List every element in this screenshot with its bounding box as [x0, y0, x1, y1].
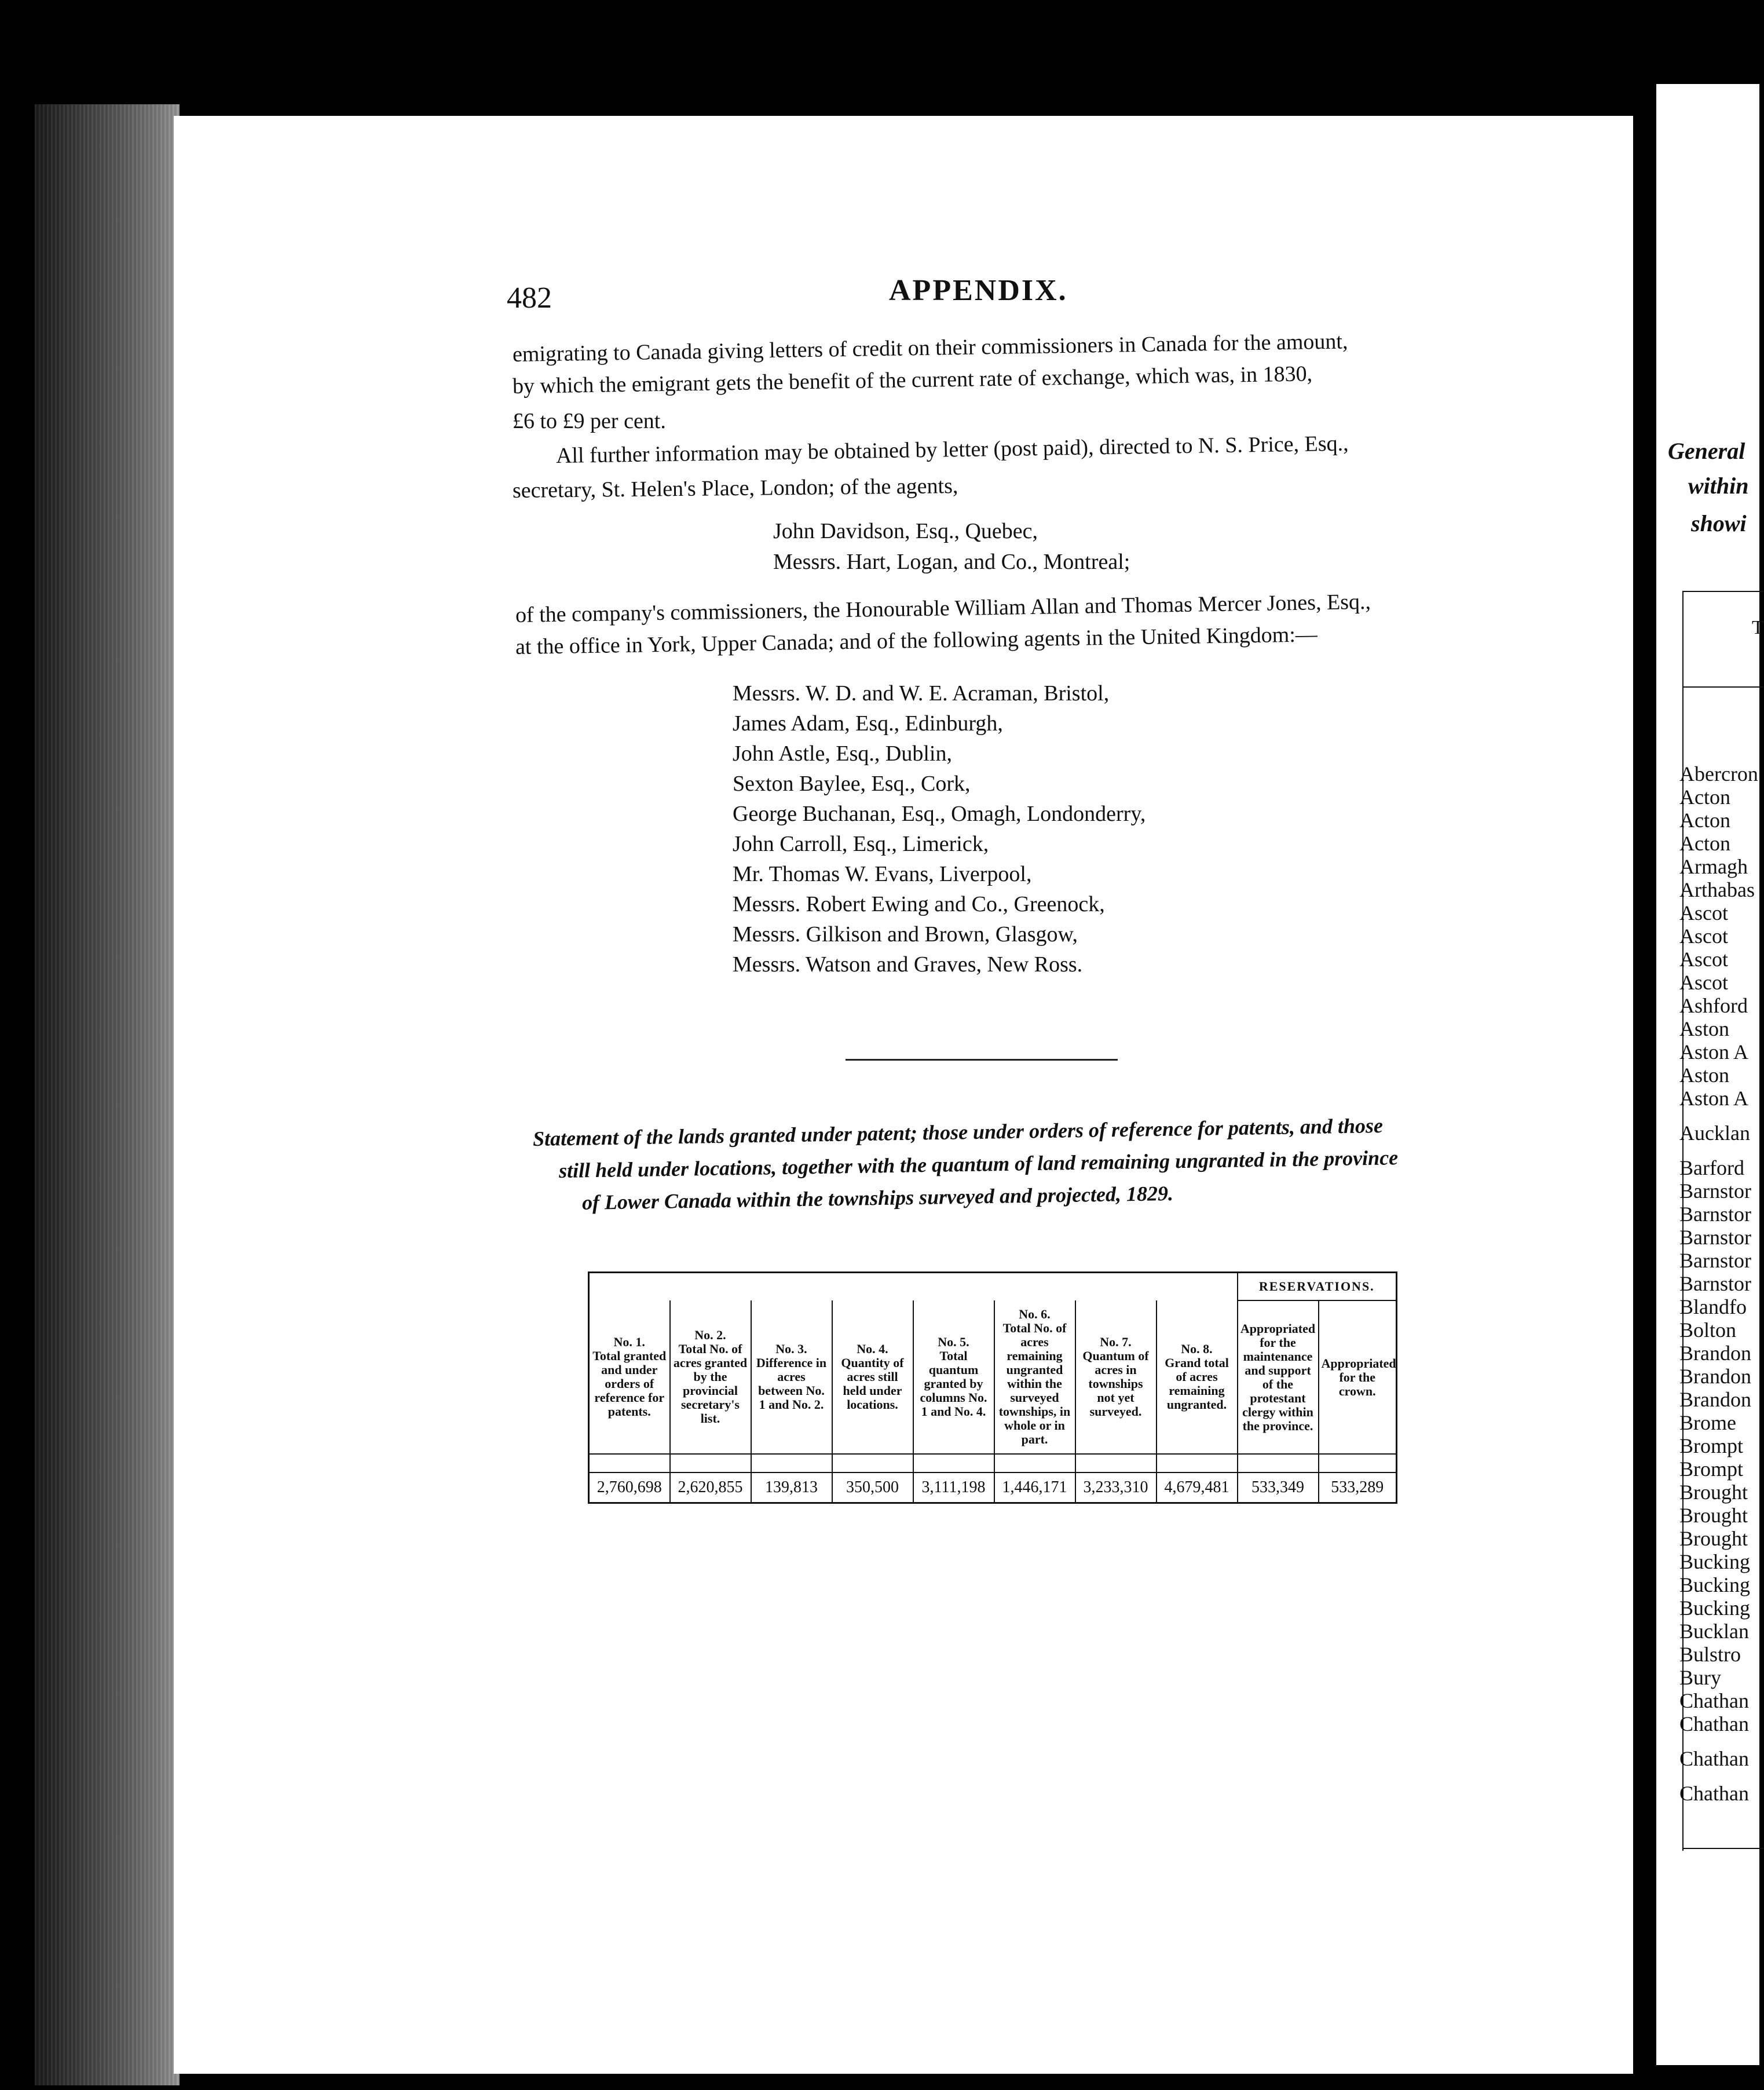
township-item: Blandfo [1679, 1295, 1747, 1318]
column-desc: Total granted and under orders of reference for patents. [592, 1349, 667, 1419]
column-desc: Total quantum granted by columns No. 1 and No. 4. [920, 1349, 987, 1419]
township-item: Chathan [1679, 1712, 1749, 1735]
column-number: No. 1. [613, 1335, 645, 1349]
body-line: £6 to £9 per cent. [513, 409, 666, 433]
township-item: Brought [1679, 1481, 1748, 1504]
column-number: No. 6. [1019, 1307, 1051, 1321]
column-desc: Grand total of acres remaining ungranted. [1165, 1355, 1229, 1412]
table-spacer [1319, 1454, 1397, 1472]
reservations-header: RESERVATIONS. [1238, 1273, 1397, 1301]
agent-uk: John Carroll, Esq., Limerick, [733, 832, 989, 856]
column-desc: Appropriated for the maintenance and support of the protestant clergy within the province. [1240, 1321, 1316, 1433]
township-item: Bucking [1679, 1596, 1750, 1620]
table-spacer [1157, 1454, 1238, 1472]
township-item: Barnstor [1679, 1203, 1751, 1226]
township-item: Brandon [1679, 1388, 1751, 1411]
township-item: Acton [1679, 809, 1730, 832]
column-number: No. 8. [1181, 1342, 1213, 1356]
column-header-1 [589, 1300, 670, 1454]
table-spacer [589, 1454, 670, 1472]
body-line: emigrating to Canada giving letters of credit on their commissioners in Canada for the amount, [512, 329, 1348, 367]
township-item: Acton [1679, 832, 1730, 855]
township-item: Bucking [1679, 1573, 1750, 1596]
column-number: No. 5. [938, 1335, 969, 1349]
township-item: Bulstro [1679, 1643, 1741, 1666]
township-item: Ascot [1679, 948, 1728, 971]
table-cell: 533,289 [1319, 1472, 1397, 1503]
township-item: Aston A [1679, 1040, 1749, 1064]
agent-uk: Messrs. Gilkison and Brown, Glasgow, [733, 922, 1078, 947]
left-page [174, 116, 1633, 2074]
township-item: Ascot [1679, 925, 1728, 948]
rule [1682, 686, 1763, 688]
township-item: Ascot [1679, 901, 1728, 925]
township-item: Bury [1679, 1666, 1721, 1689]
column-number: No. 2. [694, 1328, 726, 1342]
body-line: secretary, St. Helen's Place, London; of the agents, [512, 473, 958, 503]
agent-uk: Sexton Baylee, Esq., Cork, [733, 772, 971, 796]
township-item: Brought [1679, 1504, 1748, 1527]
agent-uk: Messrs. Robert Ewing and Co., Greenock, [733, 892, 1105, 916]
statement-table [588, 1271, 1397, 1504]
right-page-heading: showi [1691, 510, 1747, 536]
rule [1682, 1848, 1763, 1849]
column-desc: Quantity of acres still held under locations. [841, 1355, 904, 1412]
column-desc: Difference in acres between No. 1 and No. 2. [756, 1355, 827, 1412]
book-edge [35, 104, 180, 2085]
township-item: Aucklan [1679, 1121, 1750, 1145]
township-item: Barnstor [1679, 1272, 1751, 1295]
agent-uk: James Adam, Esq., Edinburgh, [733, 711, 1003, 736]
agent-canada: Messrs. Hart, Logan, and Co., Montreal; [773, 550, 1130, 574]
table-cell: 4,679,481 [1157, 1472, 1238, 1503]
township-item: Bucklan [1679, 1620, 1749, 1643]
table-spacer [751, 1454, 832, 1472]
table-cell: 3,111,198 [913, 1472, 994, 1503]
township-item: Brandon [1679, 1342, 1751, 1365]
column-desc: Appropriated for the crown. [1321, 1355, 1396, 1398]
running-head: APPENDIX. [889, 274, 1068, 307]
table-spacer [670, 1454, 751, 1472]
township-item: Brandon [1679, 1365, 1751, 1388]
table-cell: 350,500 [832, 1472, 913, 1503]
township-item: Bolton [1679, 1318, 1737, 1342]
column-number: No. 4. [857, 1342, 888, 1356]
agent-uk: Messrs. W. D. and W. E. Acraman, Bristol, [733, 681, 1110, 706]
table-cell: 1,446,171 [994, 1472, 1075, 1503]
agent-uk: John Astle, Esq., Dublin, [733, 741, 952, 766]
column-desc: Quantum of acres in townships not yet surveyed. [1082, 1349, 1149, 1419]
table-spacer [1075, 1454, 1157, 1472]
column-header-3 [751, 1300, 832, 1454]
township-item: Brome [1679, 1411, 1736, 1434]
agent-uk: Mr. Thomas W. Evans, Liverpool, [733, 862, 1032, 886]
column-desc: Total No. of acres remaining ungranted within the surveyed townships, in whole or in part. [998, 1321, 1071, 1446]
township-item: Acton [1679, 785, 1730, 809]
column-header-7 [1075, 1300, 1157, 1454]
table-spacer [913, 1454, 994, 1472]
column-header-2 [670, 1300, 751, 1454]
township-item: Barnstor [1679, 1226, 1751, 1249]
right-page-heading: within [1688, 473, 1749, 499]
right-page-heading: General [1668, 438, 1745, 464]
agent-uk: Messrs. Watson and Graves, New Ross. [733, 952, 1083, 977]
body-line: All further information may be obtained by letter (post paid), directed to N. S. Price, Esq., [555, 431, 1349, 468]
agent-uk: George Buchanan, Esq., Omagh, Londonderry, [733, 802, 1146, 826]
right-column-head: T [1752, 617, 1764, 638]
column-desc: Total No. of acres granted by the provincial secretary's list. [673, 1342, 748, 1426]
body-line: at the office in York, Upper Canada; and of the following agents in the United Kingdom:— [515, 622, 1318, 659]
township-item: Ascot [1679, 971, 1728, 994]
township-item: Ashford [1679, 994, 1748, 1017]
township-item: Chathan [1679, 1689, 1749, 1712]
statement-caption: Statement of the lands granted under patent; those under orders of reference for patents, and those [532, 1113, 1384, 1150]
column-header-5 [913, 1300, 994, 1454]
statement-caption: of Lower Canada within the townships surveyed and projected, 1829. [581, 1181, 1174, 1214]
body-line: of the company's commissioners, the Honourable William Allan and Thomas Mercer Jones, Esq., [515, 589, 1371, 627]
body-line: by which the emigrant gets the benefit of the current rate of exchange, which was, in 1830, [512, 361, 1313, 399]
township-item: Brompt [1679, 1457, 1744, 1481]
right-page [1656, 84, 1764, 2065]
section-divider [846, 1059, 1118, 1061]
column-header-6 [994, 1300, 1075, 1454]
township-item: Aston [1679, 1064, 1730, 1087]
table-spacer [1238, 1454, 1319, 1472]
rule [1682, 591, 1763, 592]
column-header-crown [1319, 1300, 1397, 1454]
township-item: Armagh [1679, 855, 1748, 878]
township-item: Bucking [1679, 1550, 1750, 1573]
column-number: No. 3. [775, 1342, 807, 1356]
table-cell: 3,233,310 [1075, 1472, 1157, 1503]
township-item: Barford [1679, 1156, 1744, 1179]
table-cell: 139,813 [751, 1472, 832, 1503]
table-cell: 2,620,855 [670, 1472, 751, 1503]
township-item: Barnstor [1679, 1249, 1751, 1272]
township-item: Aston A [1679, 1087, 1749, 1110]
township-item: Arthabas [1679, 878, 1755, 901]
page-number: 482 [507, 282, 552, 315]
table-spacer [832, 1454, 913, 1472]
township-item: Abercron [1679, 762, 1758, 785]
township-item: Brompt [1679, 1434, 1744, 1457]
table-blank [589, 1273, 1238, 1301]
township-item: Aston [1679, 1017, 1730, 1040]
township-item: Brought [1679, 1527, 1748, 1550]
township-item: Chathan [1679, 1747, 1749, 1770]
table-cell: 2,760,698 [589, 1472, 670, 1503]
column-number: No. 7. [1100, 1335, 1132, 1349]
township-item: Barnstor [1679, 1179, 1751, 1203]
column-header-clergy [1238, 1300, 1319, 1454]
table-spacer [994, 1454, 1075, 1472]
column-header-8 [1157, 1300, 1238, 1454]
statement-caption: still held under locations, together with the quantum of land remaining ungranted in the province [558, 1146, 1399, 1182]
township-item: Chathan [1679, 1782, 1749, 1805]
table-cell: 533,349 [1238, 1472, 1319, 1503]
agent-canada: John Davidson, Esq., Quebec, [773, 519, 1038, 543]
column-header-4 [832, 1300, 913, 1454]
